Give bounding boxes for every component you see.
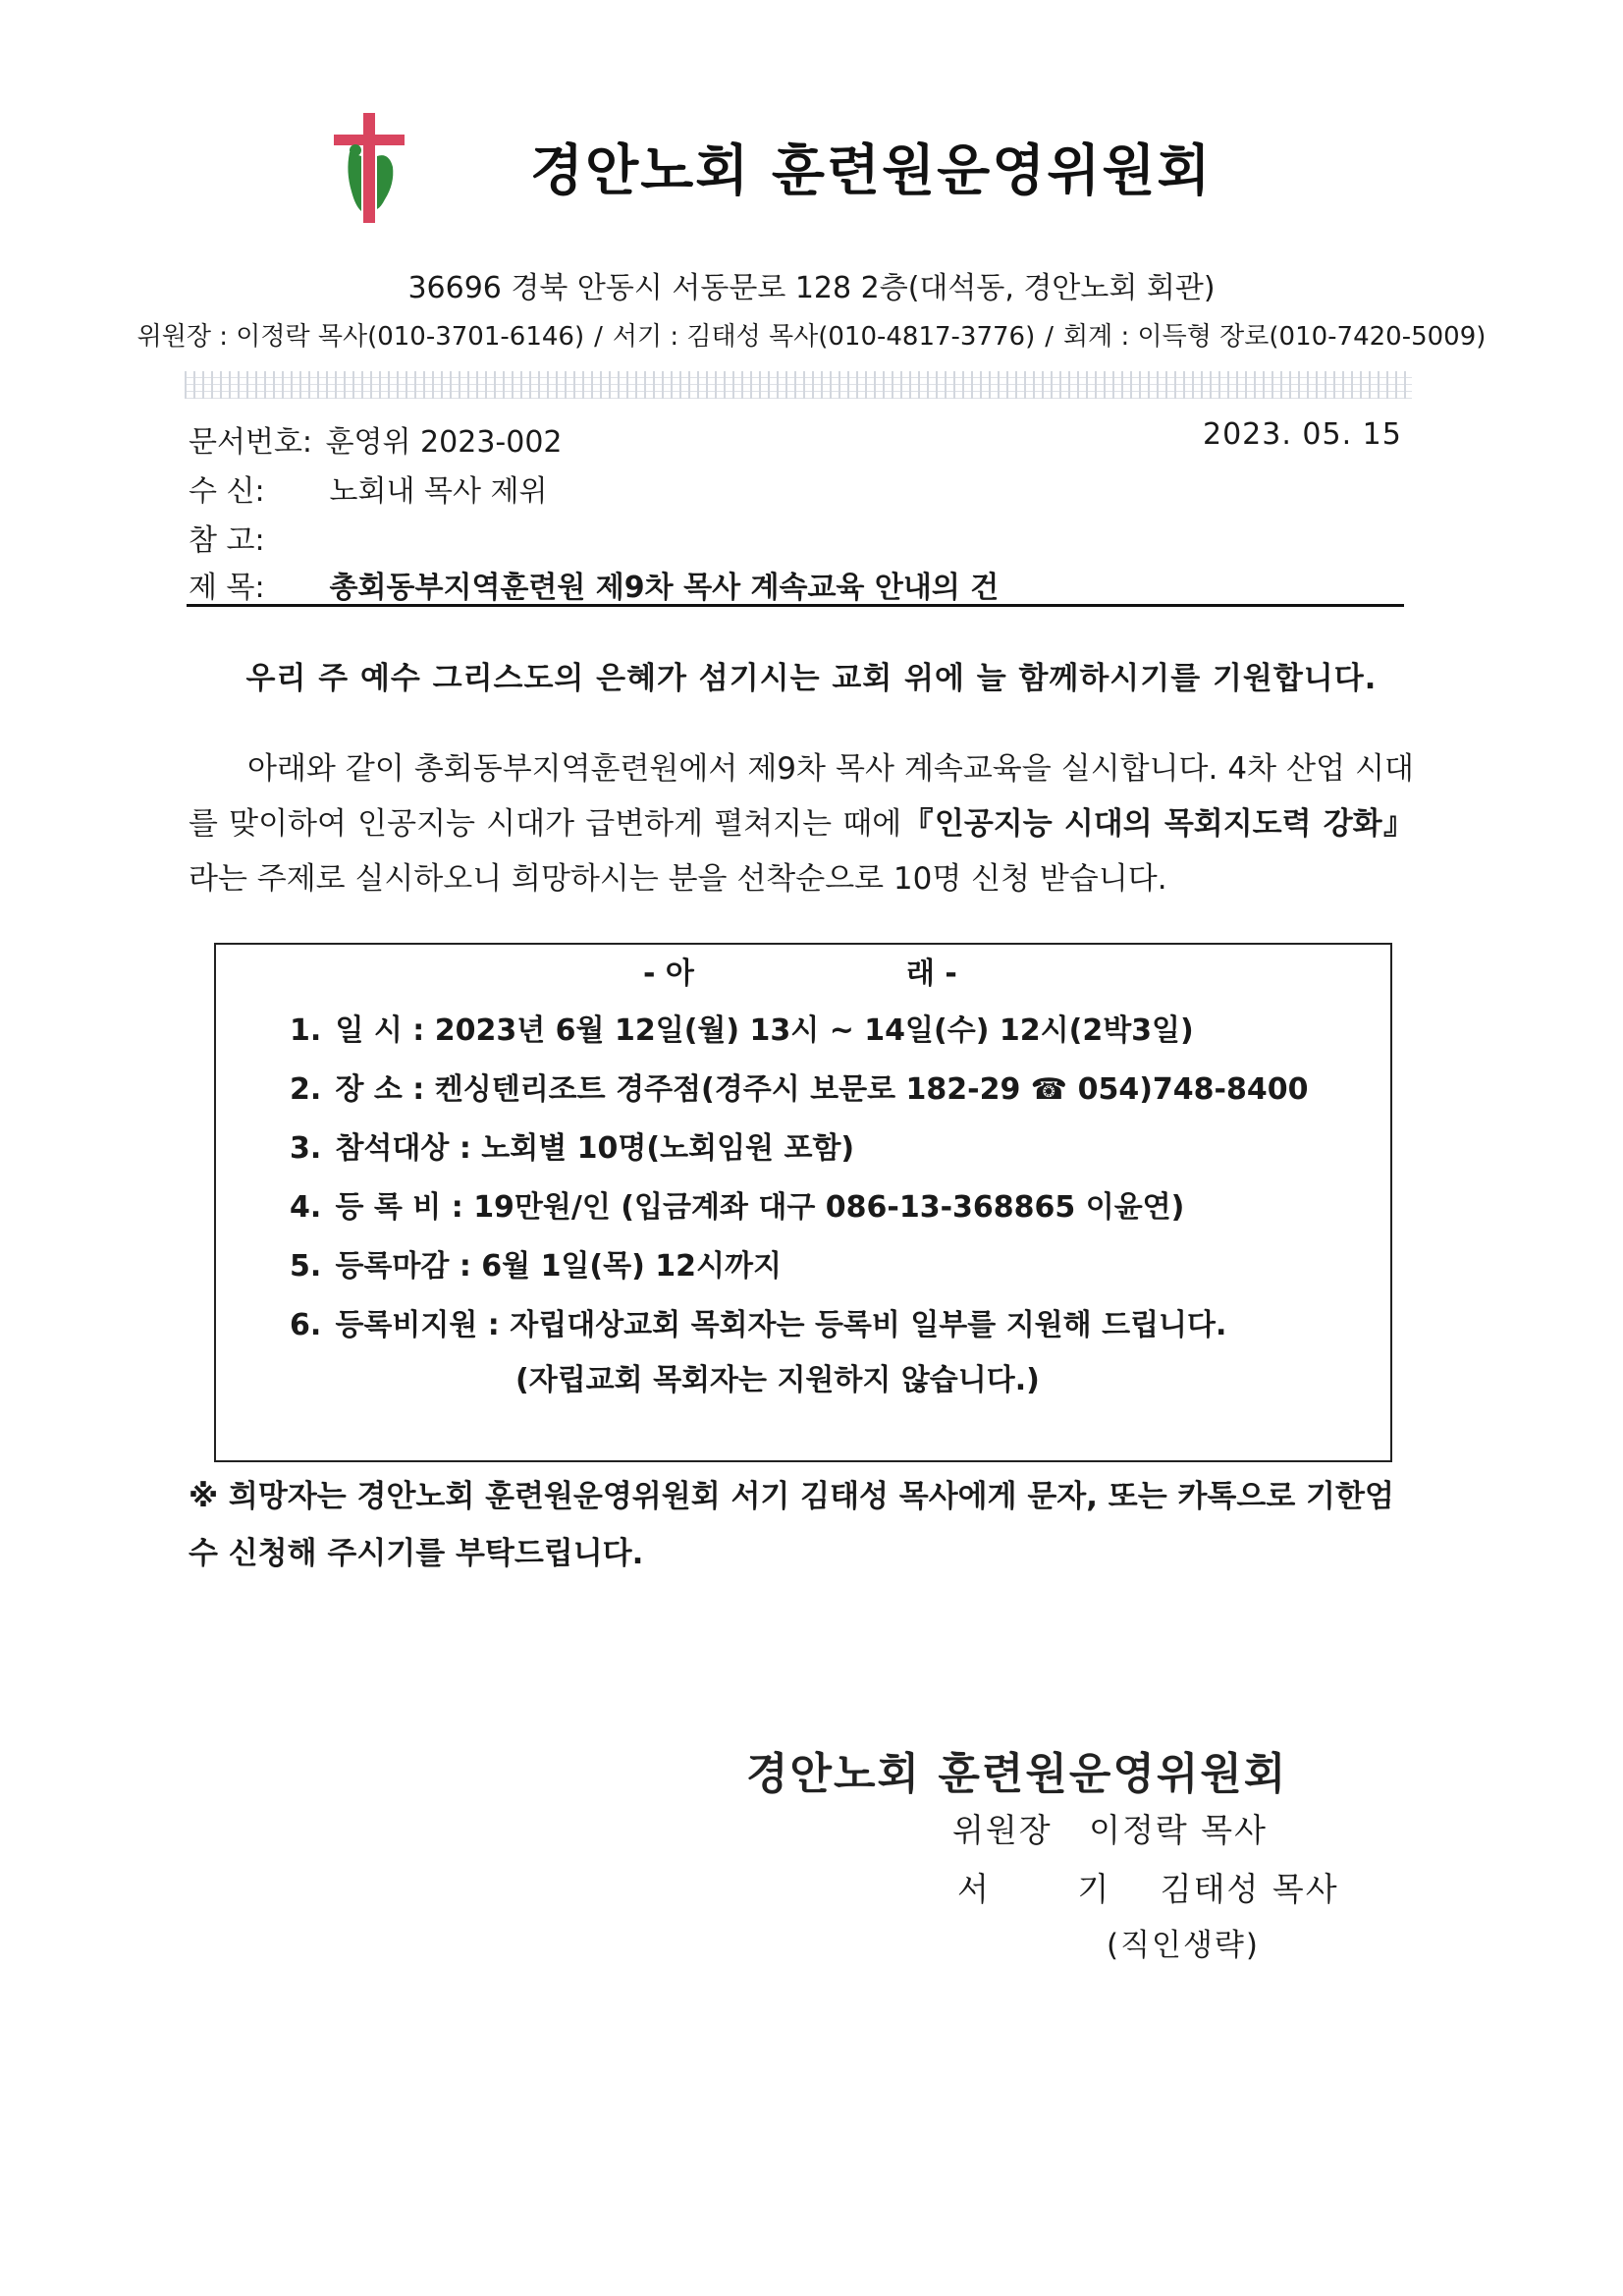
item-label: 등록비지원 :: [335, 1308, 500, 1342]
church-logo: [332, 113, 408, 223]
para-text-1: 아래와 같이 총회동부지역훈련원에서 제9차 목사 계속교육을 실시합니다. 4차 산업 시대를 맞이하여 인공지능 시대가 급변하게 펼쳐지는 때에: [189, 751, 1414, 842]
item-value: 6월 1일(목) 12시까지: [481, 1249, 782, 1284]
detail-item-schedule: [290, 1006, 1194, 1049]
detail-item-attendees: [290, 1123, 854, 1167]
reference-row: [189, 516, 320, 559]
org-contacts: [0, 316, 1623, 353]
detail-item-venue: [290, 1065, 1309, 1108]
item-number: 3.: [290, 1131, 322, 1166]
details-box: [214, 943, 1392, 1462]
item-number: 5.: [290, 1249, 322, 1284]
detail-item-deadline: [290, 1241, 782, 1285]
recipient-row: [189, 466, 547, 510]
item-number: 2.: [290, 1072, 322, 1107]
details-title-left: - 아: [643, 957, 694, 991]
reference-label: 참 고:: [189, 523, 265, 558]
signature-chair: [952, 1805, 1268, 1851]
doc-date: 2023. 05. 15: [1203, 417, 1402, 452]
detail-item-fee: [290, 1182, 1184, 1226]
item-number: 1.: [290, 1013, 322, 1048]
item-value: 노회별 10명(노회임원 포함): [481, 1131, 855, 1166]
item-value: 자립대상교회 목회자는 등록비 일부를 지원해 드립니다.: [510, 1308, 1227, 1342]
secretary-name: 김태성 목사: [1160, 1870, 1339, 1908]
subject-row: [189, 563, 999, 606]
recipient: 노회내 목사 제위: [329, 474, 548, 509]
chair-title: 위원장: [952, 1811, 1053, 1849]
letterhead-divider: [185, 371, 1412, 399]
doc-number-row: [189, 417, 563, 461]
greeting: 우리 주 예수 그리스도의 은혜가 섬기시는 교회 위에 늘 함께하시기를 기원합니다.: [245, 661, 1378, 696]
org-title: 경안노회 훈련원운영위원회: [530, 139, 1213, 203]
subject: 총회동부지역훈련원 제9차 목사 계속교육 안내의 건: [329, 571, 1000, 605]
subject-label: 제 목:: [189, 571, 265, 605]
chair-name: 이정락 목사: [1089, 1811, 1269, 1849]
body-paragraph: [189, 741, 1414, 906]
item-label: 장 소 :: [335, 1072, 425, 1107]
signature-secretary: [957, 1864, 1339, 1910]
para-theme: 『인공지능 시대의 목회지도력 강화』: [901, 806, 1414, 842]
doc-number-label: 문서번호:: [189, 425, 313, 460]
application-notice: ※ 희망자는 경안노회 훈련원운영위원회 서기 김태성 목사에게 문자, 또는 카톡으로 기한엄수 신청해 주시기를 부탁드립니다.: [189, 1479, 1394, 1571]
details-title-right: 래 -: [906, 957, 957, 991]
item-value: 2023년 6월 12일(월) 13시 ~ 14일(수) 12시(2박3일): [434, 1013, 1194, 1048]
item-label: 등 록 비 :: [335, 1190, 463, 1225]
org-address: 36696 경북 안동시 서동문로 128 2층(대석동, 경안노회 회관): [407, 271, 1216, 305]
secretary-title: 서 기: [957, 1870, 1149, 1908]
item-label: 등록마감 :: [335, 1249, 471, 1284]
item-number: 6.: [290, 1308, 322, 1342]
header-rule: [187, 604, 1404, 607]
contact-separator: /: [594, 322, 603, 352]
contact-secretary: 서기 : 김태성 목사(010-4817-3776): [612, 322, 1036, 352]
subsidy-note: (자립교회 목회자는 지원하지 않습니다.): [515, 1363, 1040, 1397]
detail-item-subsidy: [290, 1300, 1226, 1343]
item-number: 4.: [290, 1190, 322, 1225]
recipient-label: 수 신:: [189, 474, 265, 509]
contact-treasurer: 회계 : 이득형 장로(010-7420-5009): [1063, 322, 1487, 352]
item-label: 참석대상 :: [335, 1131, 471, 1166]
contact-separator: /: [1045, 322, 1055, 352]
contact-chair: 위원장 : 이정락 목사(010-3701-6146): [136, 322, 585, 352]
para-text-2: 라는 주제로 실시하오니 희망하시는 분을 선착순으로 10명 신청 받습니다.: [189, 861, 1167, 897]
doc-number: 훈영위 2023-002: [325, 425, 563, 460]
seal-note: (직인생략): [1107, 1928, 1260, 1963]
signature-org: 경안노회 훈련원운영위원회: [746, 1749, 1288, 1799]
item-value: 19만원/인 (입금계좌 대구 086-13-368865 이윤연): [473, 1190, 1185, 1225]
reference: [316, 523, 320, 558]
item-label: 일 시 :: [335, 1013, 425, 1048]
item-value: 켄싱텐리조트 경주점(경주시 보문로 182-29 ☎ 054)748-8400: [434, 1072, 1309, 1107]
